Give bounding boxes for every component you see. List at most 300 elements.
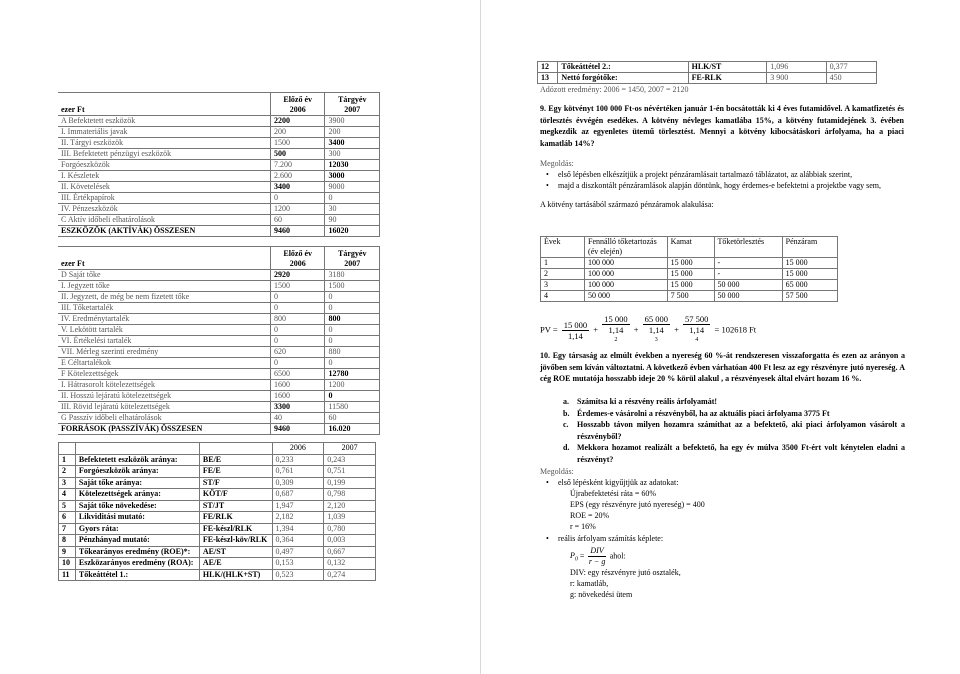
assets-col-prev-label: Előző év	[283, 95, 313, 104]
asset-row-label: I. Készletek	[58, 171, 270, 182]
asset-row-2007: 3000	[325, 171, 380, 182]
q10-item-mark: d.	[563, 443, 570, 452]
ratio-formula: BE/E	[199, 454, 272, 466]
asset-row-2006: 7.200	[270, 160, 325, 171]
bond-header-cell: Pénzáram	[782, 237, 837, 258]
ratio-row	[59, 500, 376, 512]
pv-term-4	[683, 314, 710, 347]
asset-row-label: II. Követelések	[58, 182, 270, 193]
ratio-cont-name: Nettó forgótőke:	[558, 73, 688, 84]
liab-col-prev-label: Előző év	[283, 249, 313, 258]
assets-caption: ezer Ft	[58, 93, 270, 116]
asset-row	[58, 215, 380, 226]
bond-cell: 57 500	[782, 291, 837, 302]
ratio-formula: FE-készl-köv/RLK	[199, 535, 272, 547]
liability-row-label: G Passzív időbeli elhatárolások	[58, 413, 270, 424]
liability-row-2006: 0	[270, 292, 325, 303]
q10-data-line: EPS (egy részvényre jutó nyereség) = 400	[570, 500, 705, 509]
ratio-value-1: 2,182	[272, 512, 324, 524]
ratio-value-2: 0,780	[324, 523, 376, 535]
liability-row-2006: 1600	[270, 380, 325, 391]
asset-row-label: C Aktív időbeli elhatárolások	[58, 215, 270, 226]
ratio-value-1: 1,947	[272, 500, 324, 512]
bond-cell: -	[714, 269, 782, 280]
liab-col-prev-year-num: 2006	[289, 259, 306, 268]
asset-row-label: I. Immateriális javak	[58, 127, 270, 138]
liability-row-label: V. Lekötött tartalék	[58, 325, 270, 336]
liability-row-label: E Céltartalékok	[58, 358, 270, 369]
asset-total-label: ESZKÖZÖK (AKTÍVÁK) ÖSSZESEN	[58, 226, 270, 237]
asset-row	[58, 204, 380, 215]
bond-cell: 50 000	[714, 280, 782, 291]
p0-ahol: ahol:	[609, 551, 626, 561]
ratios-header-row	[59, 443, 376, 455]
pv-lhs: PV =	[540, 324, 558, 335]
bond-cell: 100 000	[585, 258, 668, 269]
net-income-note: Adózott eredmény: 2006 = 1450, 2007 = 2120	[540, 85, 689, 94]
ratio-value-1: 0,364	[272, 535, 324, 547]
p0-denominator: r − g	[588, 557, 606, 566]
pv-plus-1: +	[593, 324, 599, 335]
ratio-no: 2	[59, 466, 76, 478]
ratio-name: Pénzhányad mutató:	[75, 535, 199, 547]
liability-row	[58, 281, 380, 292]
ratio-value-1: 0,497	[272, 546, 324, 558]
liability-total-label: FORRÁSOK (PASSZÍVÁK) ÖSSZESEN	[58, 424, 270, 435]
liabilities-table-body	[58, 247, 380, 435]
liab-col-current-year	[325, 247, 380, 270]
assets-table-header	[58, 93, 380, 116]
q10-bullet-1: • első lépésként kigyűjtjük az adatokat:	[540, 477, 905, 488]
bond-cell: 7 500	[667, 291, 714, 302]
asset-row	[58, 116, 380, 127]
p0-equals: =	[579, 551, 585, 561]
liabilities-caption: ezer Ft	[58, 247, 270, 270]
asset-row-label: A Befektetett eszközök	[58, 116, 270, 127]
bond-cell: 3	[541, 280, 585, 291]
liability-row-2007: 3180	[325, 270, 380, 281]
asset-row-2007: 9000	[325, 182, 380, 193]
p0-formula	[540, 546, 905, 567]
ratio-cont-formula: HLK/ST	[688, 62, 767, 73]
pv-term-1	[562, 320, 589, 341]
bond-cell: 15 000	[667, 280, 714, 291]
liability-row-2006: 0	[270, 325, 325, 336]
q10-item-text: Érdemes-e vásárolni a részvényből, ha az aktuális piaci árfolyama 3775 Ft	[577, 408, 830, 418]
page-right	[481, 0, 960, 674]
q10-solution-label: Megoldás:	[540, 467, 574, 476]
q9-bullet-1: • első lépésben elkészítjük a projekt pénzáramlásait tartalmazó táblázatot, az alábbiak szerint,	[540, 169, 905, 180]
bond-cashflow-body	[541, 237, 838, 302]
liab-col-curr-year-num: 2007	[344, 259, 361, 268]
ratio-cont-no: 13	[538, 73, 558, 84]
bond-cashflow-table	[540, 236, 838, 302]
liability-row-2007: 0	[325, 336, 380, 347]
asset-row-2007: 3400	[325, 138, 380, 149]
ratio-no: 11	[59, 569, 76, 581]
ratio-value-2: 2,120	[324, 500, 376, 512]
liability-total-2007: 16.020	[325, 424, 380, 435]
p0-subscript: 0	[574, 556, 578, 563]
ratio-value-2: 0,243	[324, 454, 376, 466]
liability-row-2007: 880	[325, 347, 380, 358]
liability-row-2006: 1600	[270, 391, 325, 402]
liabilities-table	[58, 246, 380, 435]
asset-row-2006: 0	[270, 193, 325, 204]
q10-data-line: r = 16%	[570, 522, 596, 531]
ratio-formula: FE-készl/RLK	[199, 523, 272, 535]
pv-term-4-exp: 4	[695, 337, 699, 343]
pv-plus-2: +	[633, 324, 639, 335]
q10-data-line: Újrabefektetési ráta = 60%	[570, 489, 657, 498]
ratio-cont-value-1: 1,096	[767, 62, 826, 73]
ratio-name: Saját tőke aránya:	[75, 477, 199, 489]
liability-row-label: I. Jegyzett tőke	[58, 281, 270, 292]
ratio-cont-value-2: 0,377	[826, 62, 876, 73]
liability-row-2006: 620	[270, 347, 325, 358]
ratio-value-2: 0,132	[324, 558, 376, 570]
q10-item-mark: a.	[563, 397, 569, 406]
assets-col-prev-year	[270, 93, 325, 116]
asset-row	[58, 171, 380, 182]
ratio-value-1: 1,394	[272, 523, 324, 535]
bond-cell: 4	[541, 291, 585, 302]
ratio-value-2: 1,039	[324, 512, 376, 524]
ratio-name: Eszközarányos eredmény (ROA):	[75, 558, 199, 570]
liability-row	[58, 369, 380, 380]
q10-legend-line: g: növekedési ütem	[570, 590, 633, 599]
q10-item-text: Számítsa ki a részvény reális árfolyamát!	[577, 397, 718, 406]
q10-data-line: ROE = 20%	[570, 511, 610, 520]
ratio-row	[59, 466, 376, 478]
ratio-value-1: 0,153	[272, 558, 324, 570]
liability-row-label: VI. Értékelési tartalék	[58, 336, 270, 347]
ratio-no: 8	[59, 535, 76, 547]
liability-row	[58, 292, 380, 303]
asset-row-2007: 3900	[325, 116, 380, 127]
liability-total-row	[58, 424, 380, 435]
ratio-formula: ST/JT	[199, 500, 272, 512]
q10-data-lines	[540, 488, 905, 532]
bond-cell: 50 000	[714, 291, 782, 302]
q10-bullet-2: • reális árfolyam számítás képlete:	[540, 533, 905, 544]
pv-term-4-num: 57 500	[685, 314, 709, 324]
asset-row-2007: 90	[325, 215, 380, 226]
asset-row-label: Forgóeszközök	[58, 160, 270, 171]
pv-plus-3: +	[674, 324, 679, 335]
bond-cell: 65 000	[782, 280, 837, 291]
ratio-no: 7	[59, 523, 76, 535]
pv-term-2-exp: 2	[614, 337, 618, 343]
liability-row-2006: 3300	[270, 402, 325, 413]
liability-row-label: D Saját tőke	[58, 270, 270, 281]
ratio-no: 5	[59, 500, 76, 512]
liability-row-2006: 0	[270, 358, 325, 369]
ratio-row	[59, 477, 376, 489]
liability-row-2007: 11580	[325, 402, 380, 413]
liability-row-2006: 0	[270, 336, 325, 347]
liability-row	[58, 413, 380, 424]
q10-item-mark: c.	[563, 420, 569, 429]
liability-row	[58, 325, 380, 336]
ratio-value-2: 0,798	[324, 489, 376, 501]
ratio-name: Tőkeáttétel 1.:	[75, 569, 199, 581]
asset-row-2006: 500	[270, 149, 325, 160]
bond-row	[541, 258, 838, 269]
bond-header-cell: Évek	[541, 237, 585, 258]
ratio-no: 4	[59, 489, 76, 501]
asset-row-2007: 30	[325, 204, 380, 215]
ratio-row	[59, 489, 376, 501]
ratio-row	[59, 523, 376, 535]
q10-item	[563, 396, 905, 408]
ratio-row	[59, 512, 376, 524]
asset-row-2006: 60	[270, 215, 325, 226]
q10-item	[563, 442, 905, 465]
liabilities-table-header	[58, 247, 380, 270]
liability-row-label: F Kötelezettségek	[58, 369, 270, 380]
assets-col-prev-year-num: 2006	[289, 105, 306, 114]
pv-term-2	[602, 314, 629, 347]
liability-row	[58, 336, 380, 347]
ratio-row	[59, 546, 376, 558]
ratio-row	[59, 569, 376, 581]
pv-formula	[540, 314, 756, 347]
q10-item	[563, 408, 905, 420]
ratios-header-year1: 2006	[272, 443, 324, 455]
pv-term-1-num: 15 000	[563, 319, 588, 330]
ratios-header-blank-no	[59, 443, 76, 455]
pv-term-2-den	[602, 325, 629, 347]
liability-row-2007: 12780	[325, 369, 380, 380]
asset-row	[58, 193, 380, 204]
asset-row-2006: 1200	[270, 204, 325, 215]
liability-row-label: III. Tőketartalék	[58, 303, 270, 314]
ratio-value-2: 0,003	[324, 535, 376, 547]
ratio-formula: AE/ST	[199, 546, 272, 558]
bond-row	[541, 291, 838, 302]
ratio-no: 1	[59, 454, 76, 466]
bond-row	[541, 280, 838, 291]
asset-row	[58, 138, 380, 149]
bond-header-row	[541, 237, 838, 258]
ratio-formula: HLK/(HLK+ST)	[199, 569, 272, 581]
ratio-formula: FE/RLK	[199, 512, 272, 524]
ratio-row	[59, 535, 376, 547]
q10-legend-line: r: kamatláb,	[570, 579, 609, 588]
pv-term-4-den	[683, 325, 710, 347]
asset-row-label: III. Értékpapírok	[58, 193, 270, 204]
liability-row	[58, 314, 380, 325]
liability-row-2006: 40	[270, 413, 325, 424]
liability-row-2007: 0	[325, 358, 380, 369]
bond-header-cell: Kamat	[667, 237, 714, 258]
bond-row	[541, 269, 838, 280]
ratio-no: 6	[59, 512, 76, 524]
ratio-name: Gyors ráta:	[75, 523, 199, 535]
asset-row-2006: 3400	[270, 182, 325, 193]
asset-row-2007: 0	[325, 193, 380, 204]
ratio-name: Forgóeszközök aránya:	[75, 466, 199, 478]
assets-col-curr-year-num: 2007	[344, 105, 361, 114]
p0-symbol: P	[570, 551, 575, 561]
ratios-header-year2: 2007	[324, 443, 376, 455]
q10-items	[563, 396, 905, 465]
liability-row-2007: 60	[325, 413, 380, 424]
ratio-value-1: 0,761	[272, 466, 324, 478]
bond-cell: 15 000	[782, 269, 837, 280]
liability-row-2006: 2920	[270, 270, 325, 281]
bond-cell: 2	[541, 269, 585, 280]
pv-term-2-base: 1,14	[608, 325, 624, 335]
liability-row	[58, 347, 380, 358]
question-10: 10. Egy társaság az elmúlt években a nyereség 60 %-át rendszeresen visszaforgatta és ezen az arányon a jövőben sem kíván változtatni. A következő évben várhatóan 400 Ft lesz az egy részvényre jutó nyereség. A cég ROE mutatója hosszabb ideje 20 % körül alakul , a részvényesek által elvárt hozam 16 %.	[540, 351, 905, 383]
ratio-cont-row	[538, 62, 877, 73]
q9-solution-label: Megoldás:	[540, 159, 574, 168]
liability-row-label: II. Hosszú lejáratú kötelezettségek	[58, 391, 270, 402]
ratios-table	[58, 442, 376, 581]
bond-cell: 1	[541, 258, 585, 269]
asset-row-2007: 300	[325, 149, 380, 160]
asset-row	[58, 182, 380, 193]
ratio-value-1: 0,233	[272, 454, 324, 466]
pv-result: = 102618 Ft	[714, 324, 757, 335]
p0-numerator: DIV	[590, 546, 604, 555]
pv-term-1-den: 1,14	[568, 330, 583, 341]
liability-row-label: IV. Eredménytartalék	[58, 314, 270, 325]
q10-item	[563, 419, 905, 442]
ratio-cont-value-1: 3 900	[767, 73, 826, 84]
ratio-value-2: 0,751	[324, 466, 376, 478]
q10-bullets-2	[540, 533, 905, 544]
bond-header-cell: Fennálló tőketartozás (év elején)	[585, 237, 668, 258]
pv-term-4-base: 1,14	[689, 325, 705, 335]
q9-solution	[540, 158, 905, 210]
ratios-table-body	[59, 443, 376, 581]
ratio-row	[59, 558, 376, 570]
q9-table-caption: A kötvény tartásából származó pénzáramok alakulása:	[540, 200, 714, 209]
ratio-name: Likviditási mutató:	[75, 512, 199, 524]
asset-total-row	[58, 226, 380, 237]
bond-cell: 15 000	[667, 269, 714, 280]
asset-row-2007: 12030	[325, 160, 380, 171]
ratio-cont-value-2: 450	[826, 73, 876, 84]
ratio-formula: AE/E	[199, 558, 272, 570]
pv-term-3-base: 1,14	[648, 325, 664, 335]
question-9: 9. Egy kötvényt 100 000 Ft-os névértéken január 1-én bocsátották ki 4 éves futamidővel. A kamatfizetés és törlesztés évvégén esedékes. A kötvény névleges kamatlába 15%, a kötvény futamidejének 3. évében megkezdik az egyenletes ütemű törlesztést. Mennyi a kötvény kibocsátáskori árfolyama, ha a piaci kamatláb 14%?	[540, 104, 904, 148]
pv-term-3-num: 65 000	[644, 314, 668, 324]
assets-col-current-year	[325, 93, 380, 116]
ratio-cont-formula: FE-RLK	[688, 73, 767, 84]
assets-table-body	[58, 93, 380, 237]
ratio-value-2: 0,667	[324, 546, 376, 558]
ratio-name: Kötelezettségek aránya:	[75, 489, 199, 501]
pv-term-2-num: 15 000	[604, 314, 628, 324]
liability-row-2006: 1500	[270, 281, 325, 292]
ratio-cont-name: Tőkeáttétel 2.:	[558, 62, 688, 73]
q10-item-text: Mekkora hozamot realizált a befektető, ha egy év múlva 3500 Ft-ért volt kénytelen eladni a részvényt?	[577, 443, 905, 464]
asset-row	[58, 149, 380, 160]
liability-row-label: I. Hátrasorolt kötelezettségek	[58, 380, 270, 391]
bond-cell: 100 000	[585, 280, 668, 291]
q10-legend	[540, 567, 905, 600]
ratios-continued-table	[537, 61, 877, 84]
liability-row	[58, 391, 380, 402]
assets-col-curr-label: Tárgyév	[338, 95, 367, 104]
q9-bullet-2: • majd a diszkontált pénzáramlások alapján döntünk, hogy érdemes-e befektetni a projektbe vagy sem,	[540, 180, 905, 191]
liability-row-2006: 800	[270, 314, 325, 325]
liability-row	[58, 402, 380, 413]
ratio-value-1: 0,687	[272, 489, 324, 501]
ratio-name: Befektetett eszközök aránya:	[75, 454, 199, 466]
asset-total-2006: 9460	[270, 226, 325, 237]
asset-row-2006: 2.600	[270, 171, 325, 182]
asset-row	[58, 127, 380, 138]
ratio-formula: KÖT/F	[199, 489, 272, 501]
pv-term-3-den	[643, 325, 670, 347]
asset-row-2007: 200	[325, 127, 380, 138]
liability-row-2006: 0	[270, 303, 325, 314]
ratio-no: 3	[59, 477, 76, 489]
liability-row	[58, 380, 380, 391]
q10-bullets	[540, 477, 905, 488]
ratios-header-blank-name	[75, 443, 199, 455]
q10-solution	[540, 466, 905, 600]
bond-cell: 100 000	[585, 269, 668, 280]
ratio-name: Tőkearányos eredmény (ROE)*:	[75, 546, 199, 558]
asset-row-2006: 2200	[270, 116, 325, 127]
asset-row-2006: 1500	[270, 138, 325, 149]
liability-row-2006: 6500	[270, 369, 325, 380]
asset-row-label: IV. Pénzeszközök	[58, 204, 270, 215]
liability-row-label: III. Rövid lejáratú kötelezettségek	[58, 402, 270, 413]
bond-cell: 15 000	[667, 258, 714, 269]
bond-cell: 15 000	[782, 258, 837, 269]
pv-term-3	[643, 314, 670, 347]
liability-row-2007: 0	[325, 391, 380, 402]
q10-item-mark: b.	[563, 408, 570, 418]
ratio-formula: FE/E	[199, 466, 272, 478]
q10-item-text: Hosszabb távon milyen hozamra számíthat az a befektető, aki piaci árfolyamon vásárolt a részvényből?	[577, 420, 905, 441]
ratio-name: Saját tőke növekedése:	[75, 500, 199, 512]
liability-row-2007: 0	[325, 292, 380, 303]
liability-row-2007: 800	[325, 314, 380, 325]
p0-lhs	[570, 551, 578, 563]
ratios-continued-body	[538, 62, 877, 84]
ratio-no: 9	[59, 546, 76, 558]
liability-row-2007: 1500	[325, 281, 380, 292]
liability-row-label: II. Jegyzett, de még be nem fizetett tőke	[58, 292, 270, 303]
bond-header-cell: Tőketörlesztés	[714, 237, 782, 258]
asset-row	[58, 160, 380, 171]
q10-legend-line: DIV: egy részvényre jutó osztalék,	[570, 568, 681, 577]
liab-col-prev-year	[270, 247, 325, 270]
liab-col-curr-label: Tárgyév	[338, 249, 367, 258]
ratio-cont-row	[538, 73, 877, 84]
liability-row	[58, 358, 380, 369]
p0-fraction	[588, 546, 605, 567]
ratio-value-1: 0,309	[272, 477, 324, 489]
liability-total-2006: 9460	[270, 424, 325, 435]
ratio-value-1: 0,523	[272, 569, 324, 581]
pv-term-3-exp: 3	[654, 337, 658, 343]
asset-row-label: II. Tárgyi eszközök	[58, 138, 270, 149]
ratio-value-2: 0,199	[324, 477, 376, 489]
liability-row-2007: 0	[325, 325, 380, 336]
asset-row-label: III. Befektetett pénzügyi eszközök	[58, 149, 270, 160]
liability-row-2007: 0	[325, 303, 380, 314]
ratio-no: 10	[59, 558, 76, 570]
